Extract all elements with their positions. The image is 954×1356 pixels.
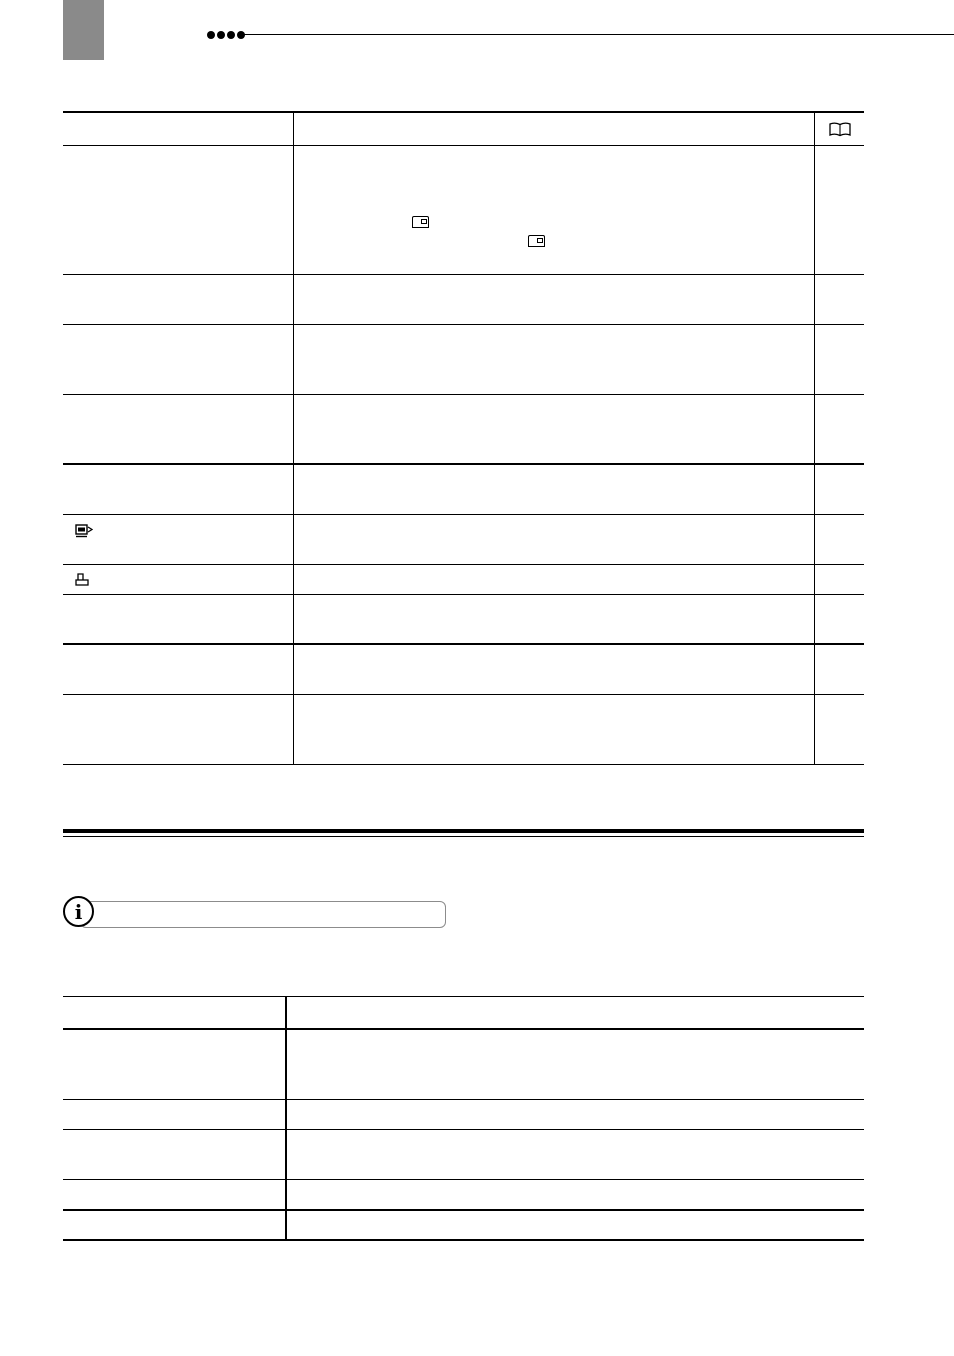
page-ref-header (815, 113, 864, 145)
table-row (63, 1211, 864, 1241)
table-cell (294, 465, 815, 514)
header-dot (207, 31, 215, 39)
table-cell (287, 1030, 864, 1099)
section-rule (63, 829, 864, 833)
table-cell (815, 695, 864, 764)
table-header-row (63, 997, 864, 1030)
page-tab (63, 0, 104, 60)
table-header-cell (294, 113, 815, 145)
header-rule (244, 34, 954, 35)
table-cell (63, 395, 294, 463)
table-row (63, 1100, 864, 1130)
table-cell (294, 146, 815, 274)
table-row (63, 695, 864, 765)
table-cell (815, 465, 864, 514)
table-row (63, 146, 864, 275)
settings-table (63, 111, 864, 765)
table-row (63, 1130, 864, 1180)
print-icon (75, 573, 89, 586)
table-row (63, 1030, 864, 1100)
table-row (63, 645, 864, 695)
table-cell (63, 1130, 287, 1179)
memory-card-icon (528, 235, 545, 247)
table-cell (294, 275, 815, 324)
memory-card-icon (412, 216, 429, 228)
table-cell (287, 1130, 864, 1179)
table-row (63, 325, 864, 395)
table-cell (294, 395, 815, 463)
table-cell (63, 645, 294, 694)
table-cell (815, 146, 864, 274)
table-cell (63, 1030, 287, 1099)
table-cell (287, 1211, 864, 1239)
table-cell (63, 595, 294, 643)
info-note-bar (80, 901, 446, 928)
table-cell (63, 565, 294, 594)
table-cell (294, 325, 815, 394)
table-row (63, 395, 864, 465)
table-header-cell (63, 113, 294, 145)
table-row (63, 465, 864, 515)
table-cell (815, 645, 864, 694)
header-dot (227, 31, 235, 39)
table-row (63, 515, 864, 565)
table-cell (63, 1211, 287, 1239)
table-row (63, 595, 864, 645)
table-cell (63, 275, 294, 324)
table-cell (294, 695, 815, 764)
table-header-row (63, 113, 864, 146)
table-cell (815, 275, 864, 324)
table-header-cell (63, 997, 287, 1028)
table-cell (294, 645, 815, 694)
table-cell (63, 1100, 287, 1129)
table-cell (63, 515, 294, 564)
slideshow-icon (75, 524, 93, 538)
table-cell (815, 515, 864, 564)
table-cell (815, 565, 864, 594)
table-cell (63, 325, 294, 394)
table-cell (63, 695, 294, 764)
table-row (63, 1180, 864, 1211)
reference-table (63, 996, 864, 1241)
table-cell (294, 595, 815, 643)
table-cell (815, 395, 864, 463)
table-cell (63, 465, 294, 514)
table-header-cell (287, 997, 864, 1028)
header-dot (217, 31, 225, 39)
table-row (63, 565, 864, 595)
table-cell (287, 1180, 864, 1209)
book-icon (829, 122, 851, 137)
table-cell (287, 1100, 864, 1129)
table-cell (63, 146, 294, 274)
table-row (63, 275, 864, 325)
section-rule-thin (63, 836, 864, 837)
table-cell (815, 325, 864, 394)
header-dot (237, 31, 245, 39)
table-cell (815, 595, 864, 643)
info-icon: i (63, 896, 94, 927)
table-cell (294, 565, 815, 594)
table-cell (294, 515, 815, 564)
table-cell (63, 1180, 287, 1209)
